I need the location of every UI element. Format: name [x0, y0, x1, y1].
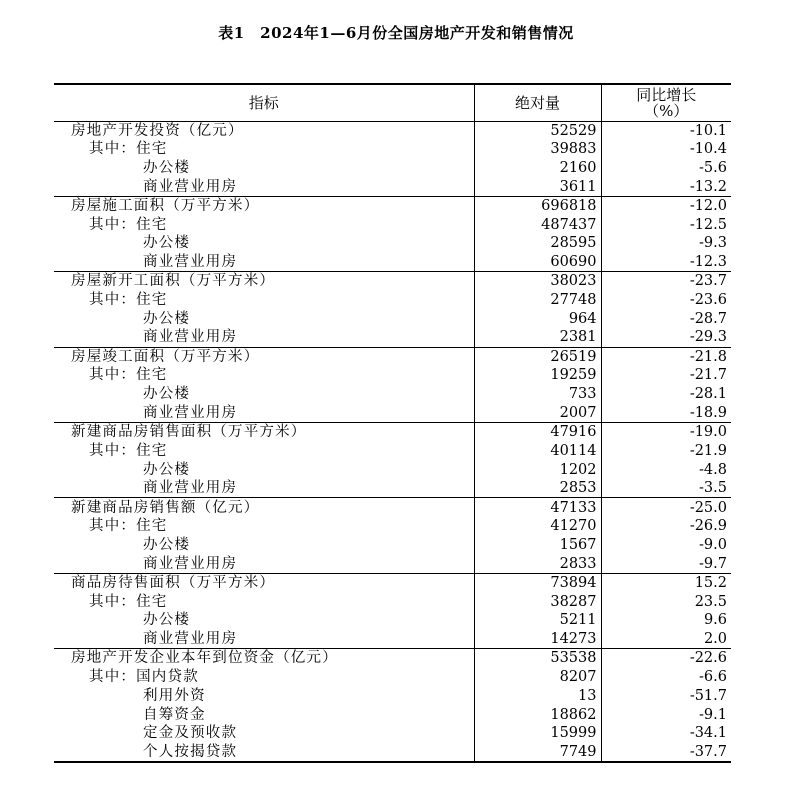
row-label: 新建商品房销售额（亿元） [54, 498, 474, 517]
row-label: 房地产开发企业本年到位资金（亿元） [54, 649, 474, 668]
row-growth: -23.7 [601, 272, 731, 291]
row-value: 73894 [474, 573, 601, 592]
row-value: 47133 [474, 498, 601, 517]
table-row [54, 554, 731, 573]
row-label: 办公楼 [143, 461, 191, 478]
row-label: 办公楼 [143, 310, 191, 327]
table-row [54, 272, 731, 291]
row-growth: -9.7 [601, 554, 731, 573]
row-growth: -37.7 [601, 743, 731, 762]
table-row [54, 498, 731, 517]
row-growth: -21.8 [601, 347, 731, 366]
table-row [54, 159, 731, 178]
row-label: 其中：住宅 [89, 216, 168, 233]
table-row [54, 743, 731, 762]
row-label: 房屋竣工面积（万平方米） [54, 347, 474, 366]
table-row [54, 178, 731, 197]
row-value: 5211 [474, 611, 601, 630]
table-row [54, 366, 731, 385]
table-row [54, 592, 731, 611]
row-value: 28595 [474, 234, 601, 253]
table-row [54, 234, 731, 253]
row-label: 个人按揭贷款 [54, 743, 474, 762]
row-growth: -9.1 [601, 705, 731, 724]
row-growth: -4.8 [601, 460, 731, 479]
row-label: 其中：住宅 [89, 442, 168, 459]
row-label: 商业营业用房 [143, 480, 238, 497]
table-row [54, 215, 731, 234]
row-label: 自筹资金 [143, 706, 206, 723]
row-value: 964 [474, 309, 601, 328]
row-label: 其中：住宅 [89, 518, 168, 535]
table-row [54, 630, 731, 649]
row-value: 696818 [474, 196, 601, 215]
row-value: 47916 [474, 423, 601, 442]
row-label: 商业营业用房 [143, 555, 238, 572]
row-value: 53538 [474, 649, 601, 668]
statistics-table [54, 83, 731, 763]
row-label: 办公楼 [143, 386, 191, 403]
table-row [54, 121, 731, 140]
row-value: 8207 [474, 667, 601, 686]
header-yoy-growth-unit: （%） [644, 101, 689, 120]
row-growth: -28.7 [601, 309, 731, 328]
row-growth: -3.5 [601, 479, 731, 498]
table-row [54, 517, 731, 536]
row-label: 其中：住宅 [89, 141, 168, 158]
row-growth: -13.2 [601, 178, 731, 197]
row-value: 3611 [474, 178, 601, 197]
row-label: 办公楼 [143, 536, 191, 553]
row-growth: -5.6 [601, 159, 731, 178]
row-value: 7749 [474, 743, 601, 762]
header-yoy-growth [601, 84, 731, 121]
row-value: 40114 [474, 441, 601, 460]
row-growth: -21.7 [601, 366, 731, 385]
table-row [54, 253, 731, 272]
row-growth: -9.3 [601, 234, 731, 253]
table-row [54, 291, 731, 310]
row-value: 18862 [474, 705, 601, 724]
table-row [54, 423, 731, 442]
row-label: 商业营业用房 [143, 178, 238, 195]
row-growth: -23.6 [601, 291, 731, 310]
row-value: 2160 [474, 159, 601, 178]
row-value: 52529 [474, 121, 601, 140]
row-growth: -26.9 [601, 517, 731, 536]
row-value: 27748 [474, 291, 601, 310]
row-label: 其中：住宅 [89, 292, 168, 309]
row-value: 1202 [474, 460, 601, 479]
row-label: 商业营业用房 [143, 404, 238, 421]
row-label: 其中：住宅 [89, 367, 168, 384]
row-label: 其中：住宅 [89, 593, 168, 610]
header-yoy-growth-label: 同比增长 [636, 85, 697, 104]
table-row [54, 611, 731, 630]
table-row [54, 573, 731, 592]
row-growth: -6.6 [601, 667, 731, 686]
row-label: 商业营业用房 [143, 254, 238, 271]
table-row [54, 441, 731, 460]
row-value: 41270 [474, 517, 601, 536]
row-growth: 23.5 [601, 592, 731, 611]
row-growth: -21.9 [601, 441, 731, 460]
table-row [54, 385, 731, 404]
table-row [54, 309, 731, 328]
row-growth: -18.9 [601, 404, 731, 423]
row-growth: -10.1 [601, 121, 731, 140]
row-value: 1567 [474, 536, 601, 555]
row-value: 2833 [474, 554, 601, 573]
row-growth: -25.0 [601, 498, 731, 517]
row-growth: 15.2 [601, 573, 731, 592]
row-growth: -34.1 [601, 724, 731, 743]
row-value: 487437 [474, 215, 601, 234]
row-growth: -10.4 [601, 140, 731, 159]
row-growth: -19.0 [601, 423, 731, 442]
table-row [54, 724, 731, 743]
table-title: 表1 2024年1—6月份全国房地产开发和销售情况 [218, 24, 574, 42]
row-label: 办公楼 [143, 612, 191, 629]
table-header-row [54, 84, 731, 121]
row-label: 商业营业用房 [143, 329, 238, 346]
row-label: 办公楼 [143, 235, 191, 252]
row-value: 2853 [474, 479, 601, 498]
row-value: 39883 [474, 140, 601, 159]
row-value: 38023 [474, 272, 601, 291]
row-label: 办公楼 [143, 160, 191, 177]
table-row [54, 686, 731, 705]
table-row [54, 460, 731, 479]
table-body [54, 121, 731, 762]
table-row [54, 140, 731, 159]
row-value: 733 [474, 385, 601, 404]
table-row [54, 667, 731, 686]
table-row [54, 479, 731, 498]
header-absolute-value: 绝对量 [474, 84, 601, 121]
row-label: 商业营业用房 [143, 630, 238, 647]
row-value: 2381 [474, 328, 601, 347]
row-value: 2007 [474, 404, 601, 423]
row-growth: -29.3 [601, 328, 731, 347]
row-label: 房屋施工面积（万平方米） [54, 196, 474, 215]
row-value: 14273 [474, 630, 601, 649]
row-growth: -22.6 [601, 649, 731, 668]
row-growth: -28.1 [601, 385, 731, 404]
table-row [54, 196, 731, 215]
row-growth: -9.0 [601, 536, 731, 555]
table-row [54, 328, 731, 347]
row-growth: 9.6 [601, 611, 731, 630]
row-label: 利用外资 [143, 687, 206, 704]
row-value: 60690 [474, 253, 601, 272]
row-growth: -12.3 [601, 253, 731, 272]
row-label: 商品房待售面积（万平方米） [54, 573, 474, 592]
row-label: 新建商品房销售面积（万平方米） [54, 423, 474, 442]
row-label: 定金及预收款 [143, 725, 238, 742]
table-row [54, 404, 731, 423]
table-row [54, 536, 731, 555]
row-label: 房屋新开工面积（万平方米） [54, 272, 474, 291]
row-growth: -51.7 [601, 686, 731, 705]
row-growth: 2.0 [601, 630, 731, 649]
header-indicator: 指标 [54, 84, 474, 121]
row-label: 其中：国内贷款 [89, 668, 199, 685]
row-growth: -12.5 [601, 215, 731, 234]
row-value: 38287 [474, 592, 601, 611]
table-row [54, 649, 731, 668]
row-value: 19259 [474, 366, 601, 385]
row-value: 15999 [474, 724, 601, 743]
row-growth: -12.0 [601, 196, 731, 215]
table-row [54, 347, 731, 366]
row-value: 13 [474, 686, 601, 705]
table-row [54, 705, 731, 724]
row-label: 房地产开发投资（亿元） [71, 122, 244, 139]
row-value: 26519 [474, 347, 601, 366]
